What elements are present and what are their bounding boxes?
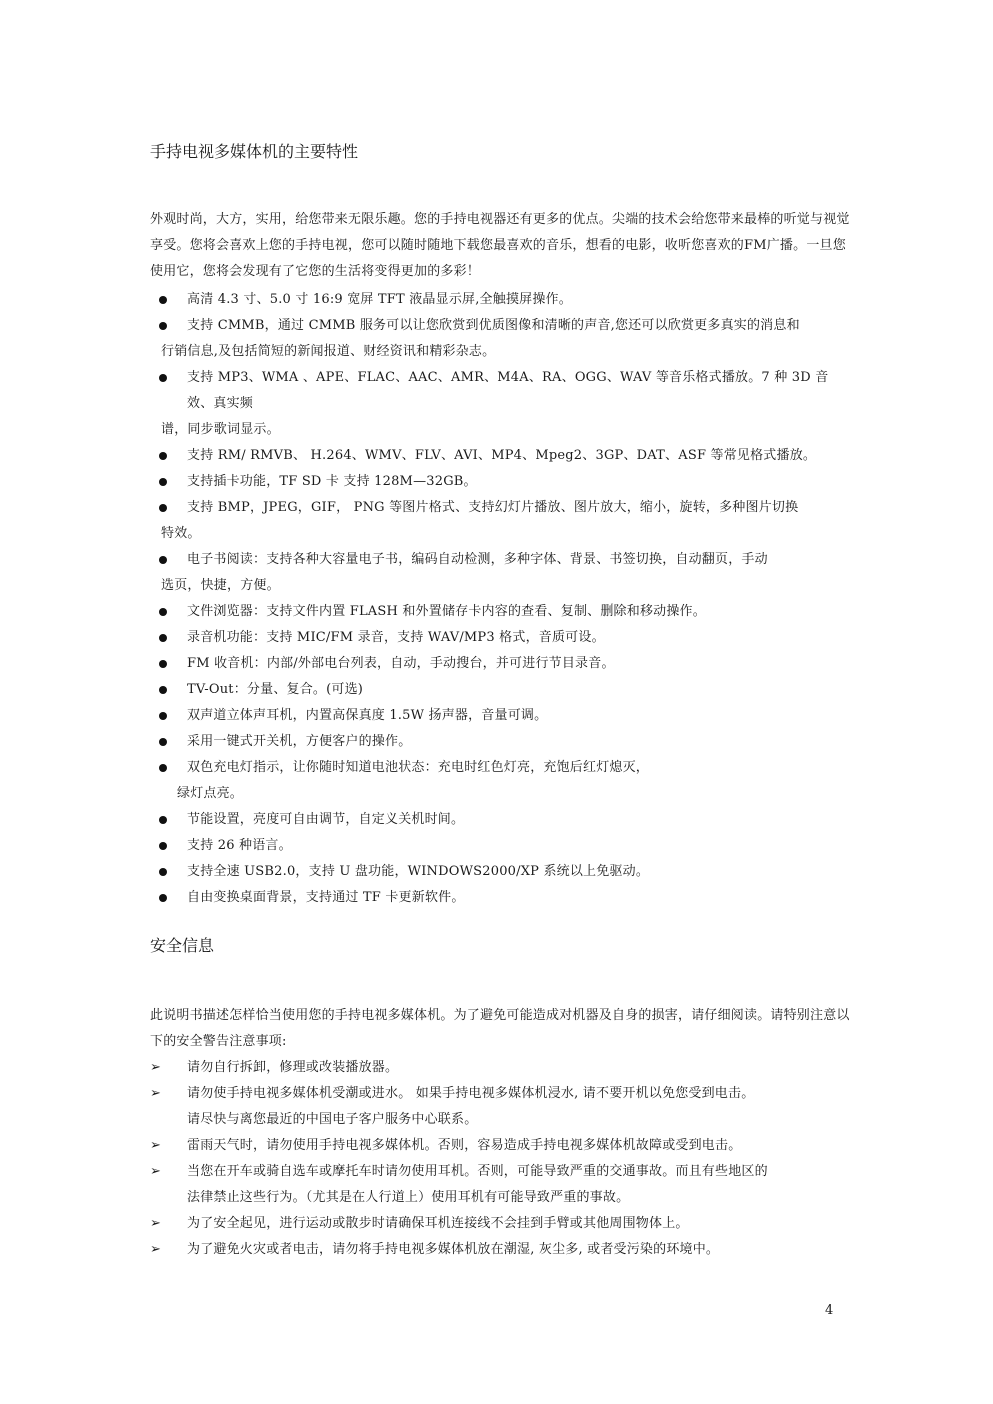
list-item: 支持插卡功能，TF SD 卡 支持 128M—32GB。 (150, 469, 850, 495)
list-item: ➢ 为了安全起见，进行运动或散步时请确保耳机连接线不会挂到手臂或其他周围物体上。 (150, 1211, 850, 1237)
list-item: ➢ 当您在开车或骑自选车或摩托车时请勿使用耳机。否则，可能导致严重的交通事故。而且有些地区的 法律禁止这些行为。（尤其是在人行道上）使用耳机有可能导致严重的事故。 (150, 1159, 850, 1211)
list-item: 高清 4.3 寸、5.0 寸 16:9 宽屏 TFT 液晶显示屏,全触摸屏操作。 (150, 287, 850, 313)
bullet-dot-icon (159, 322, 167, 330)
arrow-bullet-icon: ➢ (150, 1060, 162, 1075)
features-intro-paragraph: 外观时尚，大方，实用，给您带来无限乐趣。您的手持电视器还有更多的优点。尖端的技术会给您带来最棒的听觉与视觉享受。您将会喜欢上您的手持电视，您可以随时随地下载您最喜欢的音乐，想看的电影，收听您喜欢的FM广播。一旦您使用它，您将会发现有了它您的生活将变得更加的多彩！ (150, 212, 850, 279)
list-item: 支持 RM/ RMVB、 H.264、WMV、FLV、AVI、MP4、Mpeg2、3GP、DAT、ASF 等常见格式播放。 (150, 443, 850, 469)
list-item: 文件浏览器：支持文件内置 FLASH 和外置储存卡内容的查看、复制、删除和移动操作。 (150, 599, 850, 625)
list-item: ➢ 雷雨天气时，请勿使用手持电视多媒体机。否则，容易造成手持电视多媒体机故障或受到电击。 (150, 1133, 850, 1159)
list-item: TV-Out：分量、复合。(可选) (150, 677, 850, 703)
list-item: 节能设置，亮度可自由调节，自定义关机时间。 (150, 807, 850, 833)
warnings-list (150, 1055, 850, 1263)
safety-heading: 安全信息 (150, 936, 215, 955)
bullet-dot-icon (159, 868, 167, 876)
bullet-dot-icon (159, 478, 167, 486)
arrow-bullet-icon: ➢ (150, 1086, 162, 1101)
list-item: 自由变换桌面背景，支持通过 TF 卡更新软件。 (150, 885, 850, 911)
list-item: 支持全速 USB2.0，支持 U 盘功能，WINDOWS2000/XP 系统以上免驱动。 (150, 859, 850, 885)
list-item: 支持 CMMB，通过 CMMB 服务可以让您欣赏到优质图像和清晰的声音,您还可以欣赏更多真实的消息和 行销信息,及包括简短的新闻报道、财经资讯和精彩杂志。 (161, 318, 800, 359)
features-list (150, 287, 850, 911)
list-item: 录音机功能：支持 MIC/FM 录音，支持 WAV/MP3 格式，音质可设。 (150, 625, 850, 651)
arrow-bullet-icon: ➢ (150, 1216, 162, 1231)
list-item: 支持 BMP，JPEG，GIF， PNG 等图片格式、支持幻灯片播放、图片放大，缩小，旋转，多种图片切换 特效。 (161, 500, 799, 541)
bullet-dot-icon (159, 842, 167, 850)
bullet-dot-icon (159, 504, 167, 512)
bullet-dot-icon (159, 660, 167, 668)
bullet-dot-icon (159, 738, 167, 746)
bullet-dot-icon (159, 634, 167, 642)
arrow-bullet-icon: ➢ (150, 1138, 162, 1153)
bullet-dot-icon (159, 452, 167, 460)
bullet-dot-icon (159, 816, 167, 824)
arrow-bullet-icon: ➢ (150, 1242, 162, 1257)
bullet-dot-icon (159, 296, 167, 304)
list-item: 电子书阅读：支持各种大容量电子书，编码自动检测，多种字体、背景、书签切换，自动翻页，手动 选页，快捷，方便。 (161, 552, 768, 593)
features-heading: 手持电视多媒体机的主要特性 (150, 142, 359, 161)
page-number: 4 (825, 1303, 834, 1318)
list-item: ➢ 为了避免火灾或者电击，请勿将手持电视多媒体机放在潮湿, 灰尘多, 或者受污染的环境中。 (150, 1237, 850, 1263)
list-item: 支持 MP3、WMA 、APE、FLAC、AAC、AMR、M4A、RA、OGG、WAV 等音乐格式播放。7 种 3D 音效、真实频 谱，同步歌词显示。 (161, 370, 829, 437)
bullet-dot-icon (159, 764, 167, 772)
list-item: ➢ 请勿使手持电视多媒体机受潮或进水。 如果手持电视多媒体机浸水, 请不要开机以免您受到电击。 请尽快与离您最近的中国电子客户服务中心联系。 (150, 1081, 850, 1133)
arrow-bullet-icon: ➢ (150, 1164, 162, 1179)
list-item: FM 收音机：内部/外部电台列表，自动，手动搜台，并可进行节目录音。 (150, 651, 850, 677)
bullet-dot-icon (159, 374, 167, 382)
list-item: 双声道立体声耳机，内置高保真度 1.5W 扬声器，音量可调。 (150, 703, 850, 729)
list-item: 双色充电灯指示，让你随时知道电池状态：充电时红色灯亮，充饱后红灯熄灭， 绿灯点亮。 (150, 755, 850, 807)
safety-intro-paragraph: 此说明书描述怎样恰当使用您的手持电视多媒体机。为了避免可能造成对机器及自身的损害，请仔细阅读。请特别注意以下的安全警告注意事项: (150, 1008, 850, 1049)
list-item: 支持 26 种语言。 (150, 833, 850, 859)
list-item: 采用一键式开关机，方便客户的操作。 (150, 729, 850, 755)
bullet-dot-icon (159, 556, 167, 564)
bullet-dot-icon (159, 608, 167, 616)
list-item: ➢ 请勿自行拆卸，修理或改装播放器。 (150, 1055, 850, 1081)
bullet-dot-icon (159, 712, 167, 720)
bullet-dot-icon (159, 686, 167, 694)
bullet-dot-icon (159, 894, 167, 902)
